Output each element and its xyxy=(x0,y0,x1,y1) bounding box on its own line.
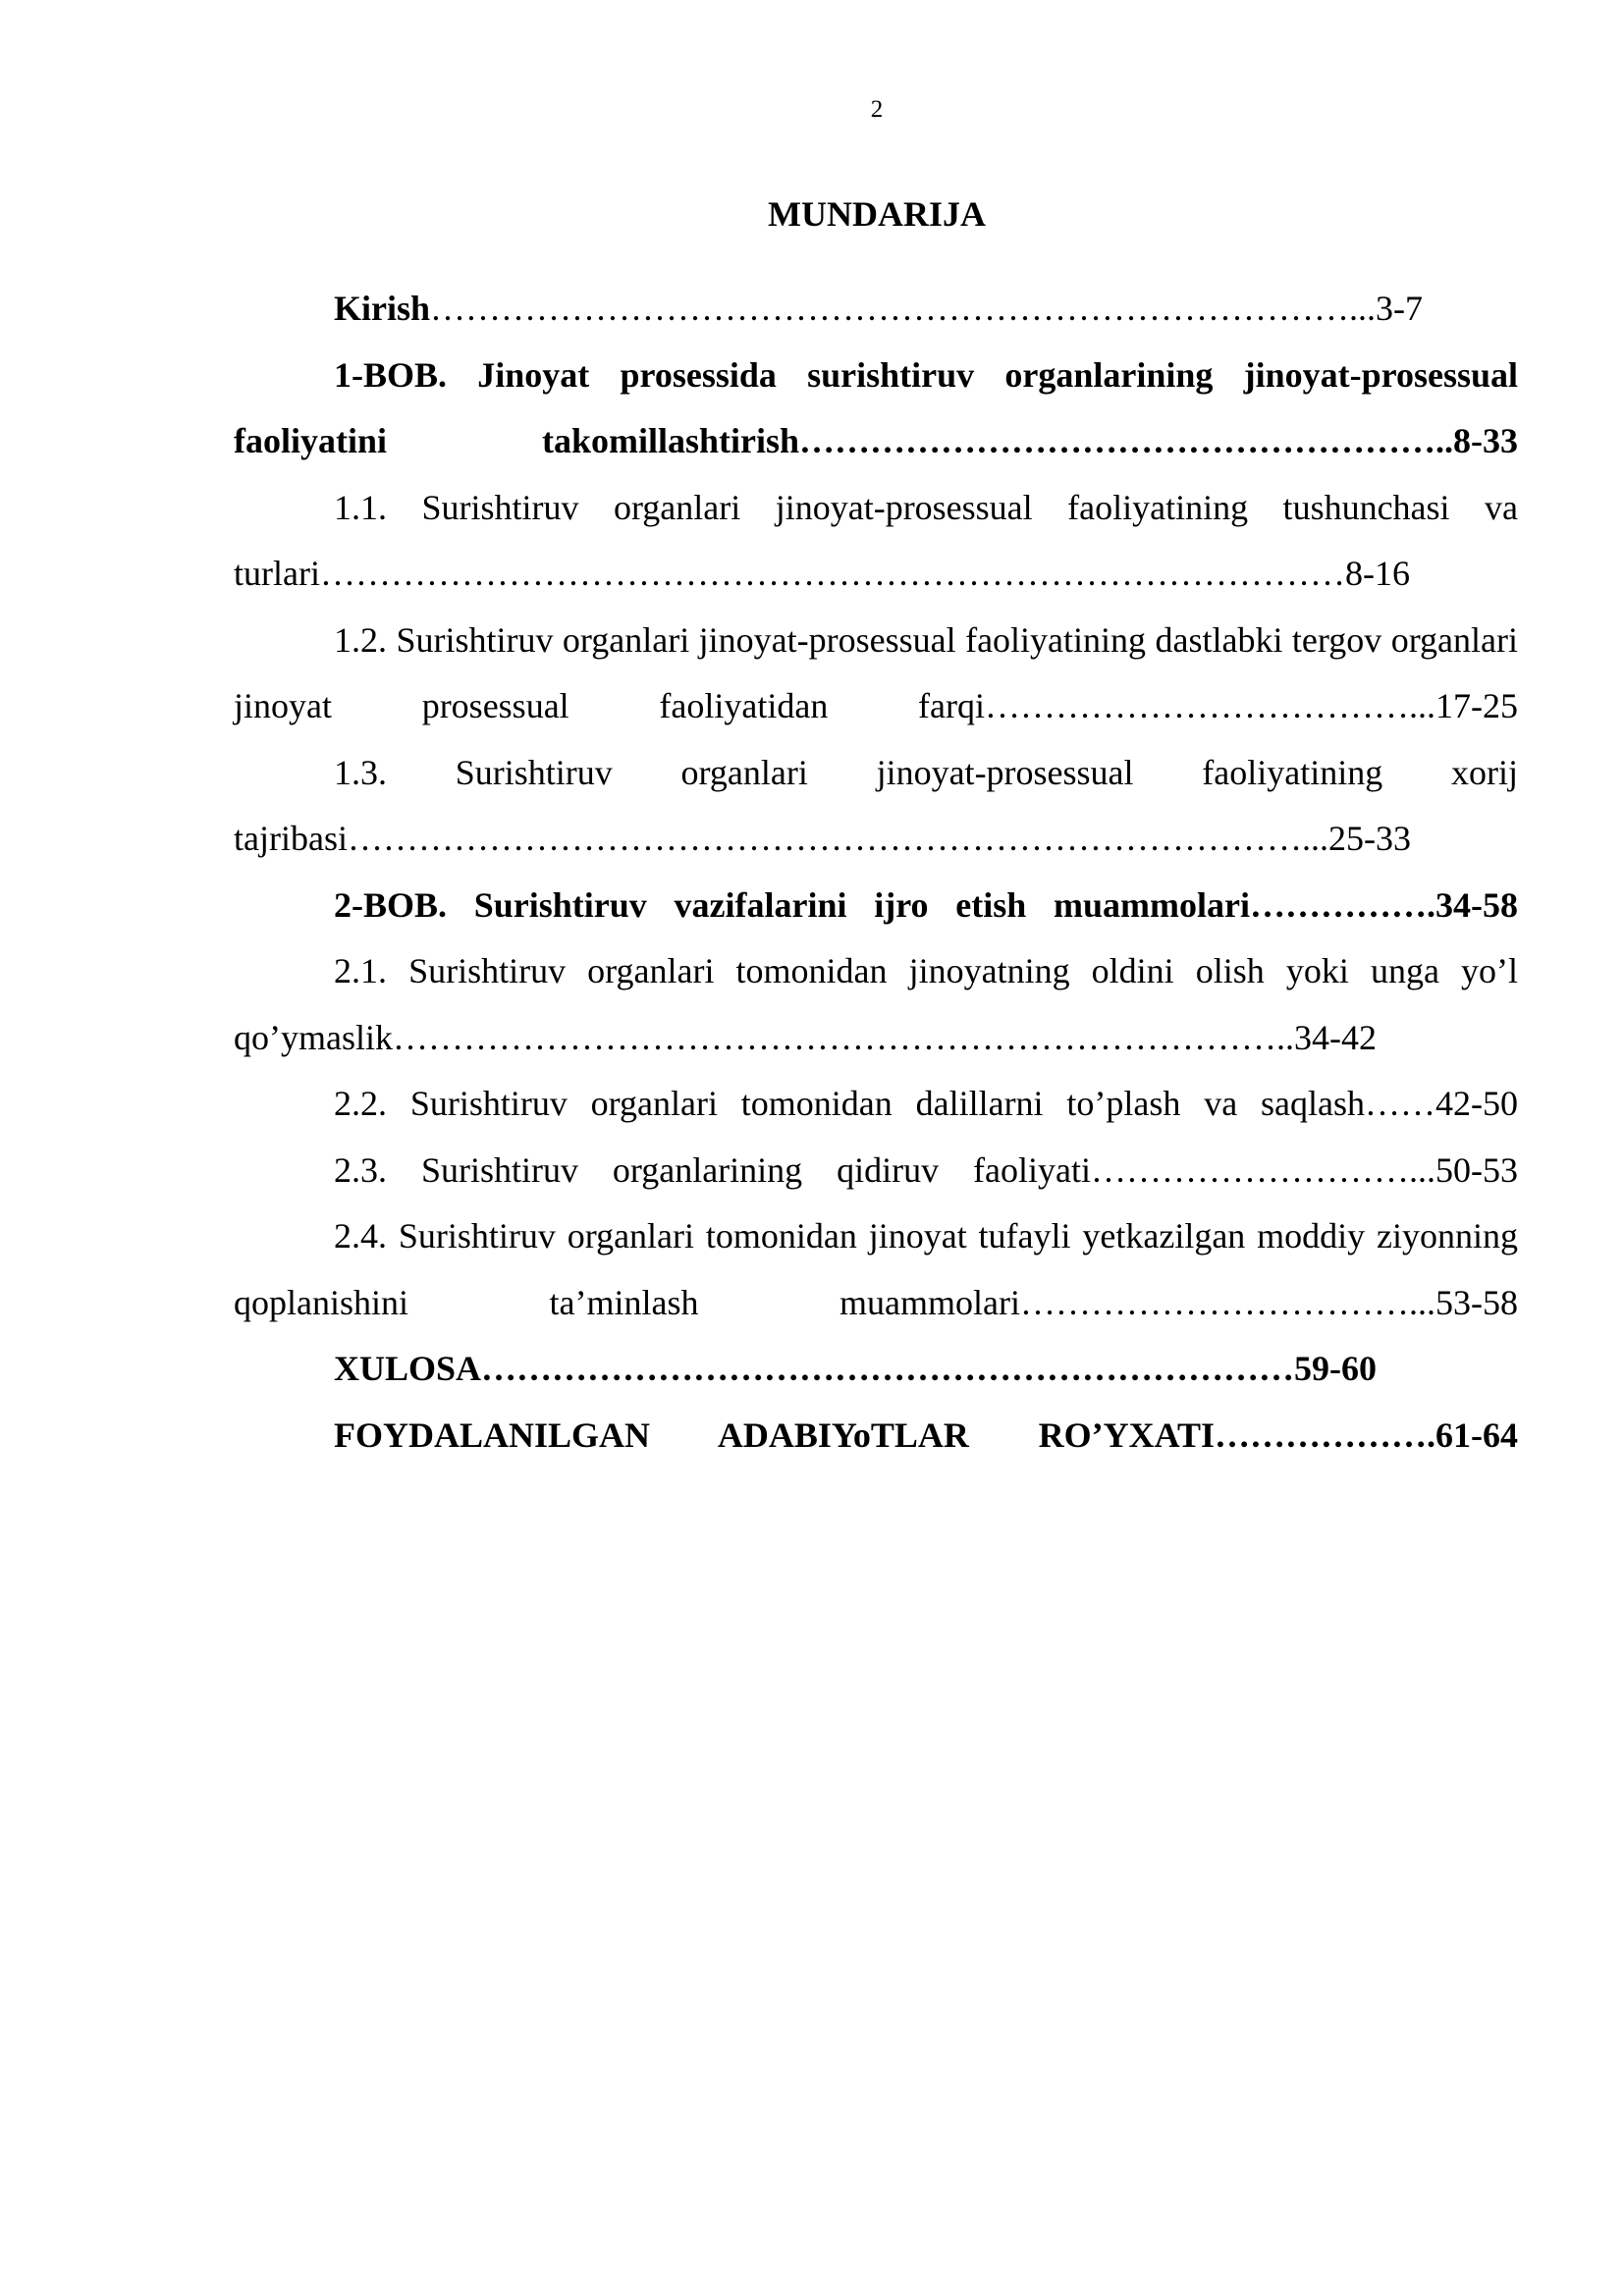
toc-entry-leader: ………………………………………………………………………... xyxy=(347,819,1328,858)
toc-entry-kirish xyxy=(234,276,1518,343)
toc-entry-section-2-4 xyxy=(234,1203,1518,1336)
toc-entry-pages: 34-42 xyxy=(1293,1017,1377,1057)
toc-entry-leader: …………………………………………………………………………… xyxy=(319,554,1345,593)
toc-entry-references xyxy=(234,1403,1518,1469)
toc-entry-text: FOYDALANILGAN ADABIYoTLAR RO’YXATI xyxy=(334,1415,1215,1455)
toc-entry-pages: 50-53 xyxy=(1435,1149,1518,1190)
toc-entry-pages: 61-64 xyxy=(1435,1415,1518,1455)
page-number: 2 xyxy=(870,96,884,123)
toc-entry-section-1-1 xyxy=(234,475,1518,608)
toc-entry-section-2-1 xyxy=(234,938,1518,1071)
toc-entry-leader: ………………………………………………………………….. xyxy=(392,1017,1294,1057)
toc-entry-text: XULOSA xyxy=(334,1349,482,1388)
toc-entry-leader: ……………………………... xyxy=(1020,1282,1435,1322)
toc-entry-section-1-3 xyxy=(234,740,1518,873)
toc-entry-text: 1.1. Surishtiruv organlari jinoyat-prosessual faoliyatining tushunchasi va turlari xyxy=(234,487,1518,593)
toc-entry-leader: ………………………... xyxy=(1091,1149,1435,1190)
toc-entry-pages: 53-58 xyxy=(1435,1282,1518,1322)
toc-entry-text: 2-BOB. Surishtiruv vazifalarini ijro etish muammolari xyxy=(334,884,1250,925)
toc-entry-leader: ……………………………………………………………………... xyxy=(430,289,1377,328)
toc-entry-pages: 8-33 xyxy=(1453,421,1518,460)
toc-entry-pages: 34-58 xyxy=(1435,884,1518,925)
toc-entry-pages: 8-16 xyxy=(1344,554,1410,593)
toc-entry-pages: 42-50 xyxy=(1435,1084,1518,1123)
toc-entry-pages: 3-7 xyxy=(1376,289,1424,328)
toc-entry-text: 2.2. Surishtiruv organlari tomonidan dalillarni to’plash va saqlash xyxy=(334,1084,1365,1123)
toc-entry-leader: ……………………………………………….. xyxy=(799,421,1453,460)
toc-entry-pages: 25-33 xyxy=(1327,819,1411,858)
toc-entry-leader: …………………………………………………………… xyxy=(481,1349,1295,1388)
toc-entry-text: 2.4. Surishtiruv organlari tomonidan jinoyat tufayli yetkazilgan moddiy ziyonning qoplanishini ta’minlash muammolari xyxy=(234,1216,1518,1322)
toc-entry-leader: ………………. xyxy=(1215,1415,1435,1455)
toc-entry-leader: ……………. xyxy=(1250,884,1435,925)
toc-entry-section-2-2 xyxy=(234,1071,1518,1138)
table-of-contents xyxy=(234,276,1518,1468)
toc-entry-pages: 59-60 xyxy=(1294,1349,1378,1388)
toc-entry-text: 2.1. Surishtiruv organlari tomonidan jinoyatning oldini olish yoki unga yo’l qo’ymaslik xyxy=(234,951,1518,1057)
toc-entry-leader: …… xyxy=(1365,1084,1435,1123)
toc-entry-pages: 17-25 xyxy=(1435,686,1518,725)
toc-entry-text: 2.3. Surishtiruv organlarining qidiruv faoliyati xyxy=(334,1149,1091,1190)
toc-entry-chapter-1 xyxy=(234,343,1518,475)
toc-entry-chapter-2 xyxy=(234,873,1518,939)
toc-entry-text: Kirish xyxy=(334,289,431,328)
toc-entry-section-1-2 xyxy=(234,608,1518,740)
page-title: MUNDARIJA xyxy=(768,194,986,234)
toc-entry-section-2-3 xyxy=(234,1138,1518,1204)
toc-entry-text: 1.2. Surishtiruv organlari jinoyat-prosessual faoliyatining dastlabki tergov organlari jinoyat prosessual faoliyatidan farqi xyxy=(234,619,1518,725)
toc-entry-text: 1.3. Surishtiruv organlari jinoyat-prosessual faoliyatining xorij tajribasi xyxy=(234,752,1518,858)
toc-entry-text: 1-BOB. Jinoyat prosessida surishtiruv organlarining jinoyat-prosessual faoliyatini takomillashtirish xyxy=(234,354,1518,460)
toc-entry-leader: ………………………………... xyxy=(985,686,1435,725)
toc-entry-xulosa xyxy=(234,1336,1518,1403)
